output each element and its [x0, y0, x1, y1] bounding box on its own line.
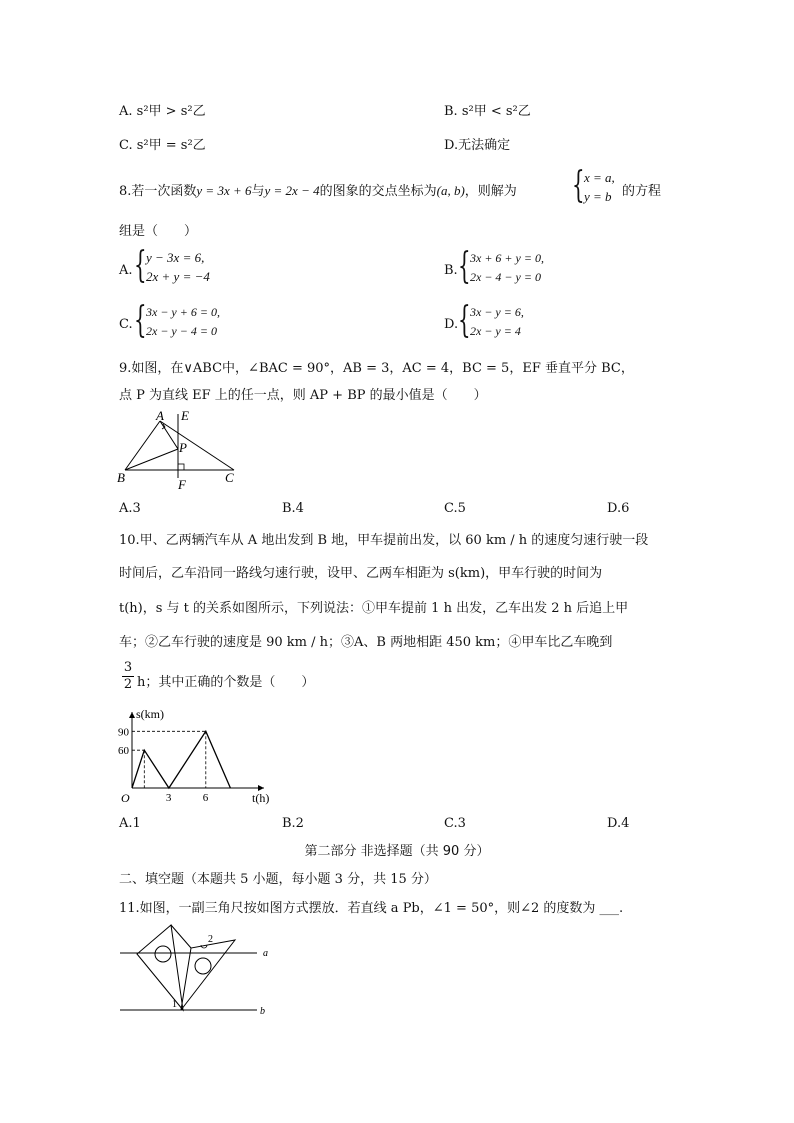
y-tick-label: 90 [118, 726, 129, 739]
q9-label-a: A [156, 408, 164, 423]
part2-title: 第二部分 非选择题（共 90 分） [304, 844, 490, 859]
q11-triangles-figure [115, 918, 275, 1022]
q11-label-angle2: 2 [208, 934, 213, 945]
q7-option-c: C. s²甲 = s²乙 [119, 138, 206, 153]
q10-option-b: B.2 [282, 816, 304, 831]
origin-label: O [121, 791, 130, 805]
q10-stem-line1: 10.甲、乙两辆汽车从 A 地出发到 B 地，甲车提前出发，以 60 km / h 的速度匀速行驶一段 [119, 533, 649, 548]
q8-stem: 8.若一次函数y = 3x + 6与y = 2x − 4的图象的交点坐标为(a, b)，则解为 [119, 183, 517, 199]
q10-option-a: A.1 [119, 816, 141, 831]
q8-option-b-label: B. [444, 263, 458, 278]
q10-fraction [122, 660, 134, 693]
q7-option-b: B. s²甲 < s²乙 [444, 104, 531, 119]
q9-option-b: B.4 [282, 501, 304, 516]
x-tick-label: 6 [202, 792, 209, 804]
q8-stem-line2: 组是（ ） [119, 224, 198, 239]
q9-triangle-figure [115, 408, 245, 493]
q9-label-b: B [117, 470, 125, 485]
section-heading: 二、填空题（本题共 5 小题，每小题 3 分，共 15 分） [119, 872, 437, 887]
y-tick-label: 60 [118, 745, 129, 758]
q10-stem-line2: 时间后，乙车沿同一路线匀速行驶，设甲、乙两车相距为 s(km)，甲车行驶的时间为 [119, 566, 603, 581]
q9-label-p: P [179, 440, 187, 455]
q11-stem: 11.如图，一副三角尺按如图方式摆放．若直线 a Pb，∠1 = 50°，则∠2 的度数为 ___. [119, 901, 624, 916]
q8-stem-tail: 的方程 [622, 184, 662, 199]
q9-label-e: E [181, 408, 189, 423]
q10-chart [112, 704, 282, 808]
q9-option-c: C.5 [444, 501, 466, 516]
q8-option-a-label: A. [119, 263, 133, 278]
q9-stem-line1: 9.如图，在∨ABC中，∠BAC = 90°，AB = 3，AC = 4，BC = 5，EF 垂直平分 BC， [119, 361, 634, 376]
series-line [132, 731, 230, 788]
x-tick-label: 3 [165, 792, 172, 804]
y-axis-label: s(km) [136, 707, 164, 721]
q10-option-c: C.3 [444, 816, 466, 831]
q10-stem-line4: 车；②乙车行驶的速度是 90 km / h；③A、B 两地相距 450 km；④甲车比乙车晚到 [119, 635, 613, 650]
q9-option-a: A.3 [119, 501, 141, 516]
q10-option-d: D.4 [607, 816, 630, 831]
q9-stem-line2: 点 P 为直线 EF 上的任一点，则 AP + BP 的最小值是（ ） [119, 388, 487, 403]
q8-option-c-label: C. [119, 317, 133, 332]
q8-option-d-label: D. [444, 317, 459, 332]
q7-option-a: A. s²甲 > s²乙 [119, 104, 206, 119]
q11-label-a: a [263, 948, 268, 959]
q9-label-f: F [178, 477, 186, 492]
q9-label-c: C [225, 470, 234, 485]
q7-option-d: D.无法确定 [444, 138, 511, 153]
q11-label-b: b [260, 1006, 265, 1017]
q10-fraction-denominator: 2 [123, 677, 133, 692]
q10-stem-line5: h；其中正确的个数是（ ） [137, 675, 315, 690]
q10-fraction-numerator: 3 [123, 660, 133, 675]
q10-stem-line3: t(h)，s 与 t 的关系如图所示，下列说法：①甲车提前 1 h 出发，乙车出发 2 h 后追上甲 [119, 601, 629, 616]
x-axis-label: t(h) [252, 791, 270, 805]
q9-option-d: D.6 [607, 501, 630, 516]
q11-label-angle1: 1 [172, 999, 177, 1010]
